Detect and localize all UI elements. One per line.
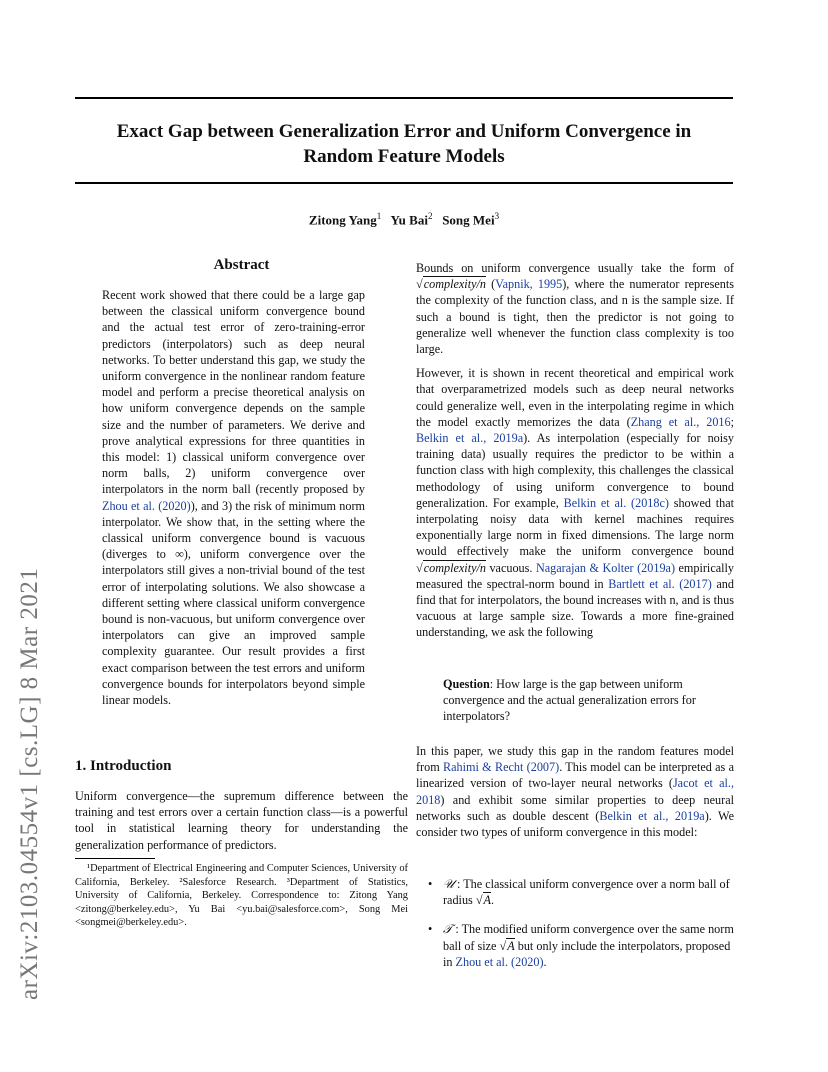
affiliation-mark: 2 (427, 211, 433, 221)
abstract-text: Recent work showed that there could be a large gap between the classical uniform convergence bound and the actual test error of zero-training-error predictors (interpolators) such as deep neural networks. To better understand this gap, we study the uniform convergence in the nonlinear random feature model and perform a precise theoretical analysis on how uniform convergence depends on the sample size and the number of parameters. We derive and prove analytical expressions for three quantities in this model: 1) classical uniform convergence over norm balls, 2) uniform convergence over interpolators in the norm ball (recently proposed by (102, 288, 365, 497)
text-span: Bounds on uniform convergence usually take the form of (416, 261, 734, 275)
footnote-affiliations: ¹Department of Electrical Engineering and Computer Sciences, University of California, Berkeley. ²Salesforce Research. ³Department of Statistics, University of California, Berkeley. Correspondence to: Zitong Yang <zitong@berkeley.edu>, Yu Bai <yu.bai@salesforce.com>, Song Mei <songmei@berkeley.edu>. (75, 863, 408, 929)
text-span: and find that for interpolators, the bound increases with n, and is thus vacuous at large sample size. Towards a more fine-grained understanding, we ask the following (416, 576, 734, 640)
title-line-1: Exact Gap between Generalization Error and Uniform Convergence in (116, 121, 692, 142)
citation-link[interactable]: Jacot et al., 2018 (416, 776, 734, 807)
affiliation-mark: 1 (376, 211, 382, 221)
text-span: ) and exhibit some similar properties to deep neural networks such as double descent ( (416, 792, 734, 823)
text-span: : The classical uniform convergence over a norm ball of radius (443, 877, 730, 908)
title-line-2: Random Feature Models (303, 146, 505, 167)
math-symbol: 𝒰 (443, 877, 454, 891)
text-span: but only include the interpolators, proposed in (443, 938, 731, 969)
sqrt-expression (423, 276, 486, 291)
citation-link[interactable]: Zhang et al., 2016 (630, 414, 731, 429)
text-span: empirically measured the spectral-norm bound in (416, 560, 735, 591)
question-text: : How large is the gap between uniform convergence and the actual generalization errors for interpolators? (443, 677, 696, 724)
citation-link[interactable]: Belkin et al. (2018c) (563, 495, 669, 510)
affiliation-mark: 3 (494, 211, 500, 221)
author-name: Zitong Yang (308, 212, 377, 228)
text-span: vacuous. (485, 560, 536, 575)
text-span: showed that interpolating noisy data with kernel machines requires exponentially large norm in fixed dimensions. The large norm would effectively make the uniform convergence bound (416, 495, 734, 559)
paragraph: However, it is shown in recent theoretical and empirical work that overparametrized models such as deep neural networks could generalize well, even in the interpolating regime in which the model exactly memorizes the data (Zhang et al., 2016; Belkin et al., 2019a). As interpolation (especially for noisy training data) usually requires the predictor to be within a function class with high complexity, this challenges the classical methodology of using uniform convergence to bound generalization. For example, Belkin et al. (2018c) showed that interpolating noisy data with kernel machines requires exponentially large norm in fixed dimensions. The large norm would effectively make the uniform convergence bound √complexity/n vacuous. Nagarajan & Kolter (2019a) empirically measured the spectral-norm bound in Bartlett et al. (2017) and find that for interpolators, the bound increases with n, and is thus vacuous at large sample size. Towards a more fine-grained understanding, we ask the following (416, 366, 735, 640)
paper-title (75, 119, 733, 169)
intro-paragraph: Uniform convergence—the supremum difference between the training and test errors over a certain function class—is a powerful tool in statistical learning theory for understanding the generalization performance of predictors. (75, 789, 408, 852)
text-span: . This model can be interpreted as a linearized version of two-layer neural networks ( (416, 760, 734, 791)
math-expression: complexity/n (423, 277, 486, 292)
bullet-text: 𝒯 : The modified uniform convergence over the same norm ball of size √A but only include the interpolators, proposed in Zhou et al. (2020). (443, 922, 734, 969)
author-list (75, 211, 733, 228)
citation-link[interactable]: Bartlett et al. (2017) (608, 576, 712, 591)
paragraph (416, 743, 734, 840)
title-bottom-rule (75, 182, 733, 184)
author-name: Song Mei (442, 212, 495, 228)
sqrt-expression (506, 938, 514, 953)
citation-link[interactable]: Rahimi & Recht (2007) (443, 760, 560, 775)
citation-link[interactable]: Zhou et al. (2020) (455, 954, 544, 969)
bullet-list (428, 876, 734, 983)
sqrt-expression (483, 892, 491, 907)
abstract-text: ), and 3) the risk of minimum norm interpolator. We show that, in the setting where the classical uniform convergence bound is vacuous (diverges to ∞), uniform convergence over the interpolators still gives a non-trivial bound of the test error of interpolating solutions. We also showcase a different setting where classical uniform convergence bound is non-vacuous, but uniform convergence over interpolators can give an improved sample complexity guarantee. Our result provides a first exact comparison between the test errors and uniform convergence bounds for interpolators beyond simple linear models. (102, 498, 366, 708)
citation-link[interactable]: Vapnik, 1995 (495, 277, 563, 292)
math-symbol: 𝒯 (443, 922, 453, 937)
list-item (428, 921, 734, 970)
abstract-heading: Abstract (213, 257, 270, 273)
math-expression: A (483, 893, 491, 908)
footnote-rule (75, 858, 155, 859)
text-span: ), where the numerator represents the complexity of the function class, and n is the sample size. If such a bound is tight, then the predictor is not going to generalize well whenever the function class complexity is too large. (416, 277, 734, 357)
question-label: Question (443, 677, 490, 691)
sqrt-expression (423, 560, 486, 575)
abstract-body (102, 287, 365, 708)
citation-link[interactable]: Belkin et al., 2019a (599, 808, 705, 823)
arxiv-stamp: arXiv:2103.04554v1 [cs.LG] 8 Mar 2021 (16, 567, 43, 1000)
text-span: In this paper, we study this gap in the random features model from (416, 744, 734, 775)
text-span: However, it is shown in recent theoretical and empirical work that overparametrized models such as deep neural networks could generalize well, even in the interpolating regime in which the model exactly memorizes the data ( (416, 366, 734, 429)
research-question (443, 676, 703, 725)
citation-link[interactable]: Belkin et al., 2019a (416, 431, 524, 446)
text-span: ). As interpolation (especially for noisy training data) usually requires the predictor to be within a function class with high complexity, this challenges the classical methodology of using uniform convergence to bound generalization. For example, (416, 431, 734, 510)
paragraph: Bounds on uniform convergence usually take the form of √complexity/n (Vapnik, 1995), where the numerator represents the complexity of the function class, and n is the sample size. If such a bound is tight, then the predictor is not going to generalize well whenever the function class complexity is too large. (416, 261, 734, 357)
math-expression: A (507, 938, 515, 953)
text-span: : The modified uniform convergence over the same norm ball of size (443, 922, 734, 953)
bullet-icon: • (428, 877, 433, 891)
right-column (416, 260, 734, 649)
list-item (428, 876, 734, 908)
section-heading-introduction: 1. Introduction (75, 758, 172, 774)
math-expression: complexity/n (423, 560, 486, 575)
bullet-text: 𝒰 : The classical uniform convergence over a norm ball of radius √A. (443, 877, 730, 908)
citation-link[interactable]: Zhou et al. (2020) (102, 498, 191, 513)
top-rule (75, 97, 733, 99)
text-span: ). We consider two types of uniform convergence in this model: (416, 808, 734, 840)
bullet-icon: • (428, 922, 433, 937)
citation-link[interactable]: Nagarajan & Kolter (2019a) (535, 560, 676, 575)
author-name: Yu Bai (390, 212, 428, 228)
right-column-continued (416, 743, 734, 840)
